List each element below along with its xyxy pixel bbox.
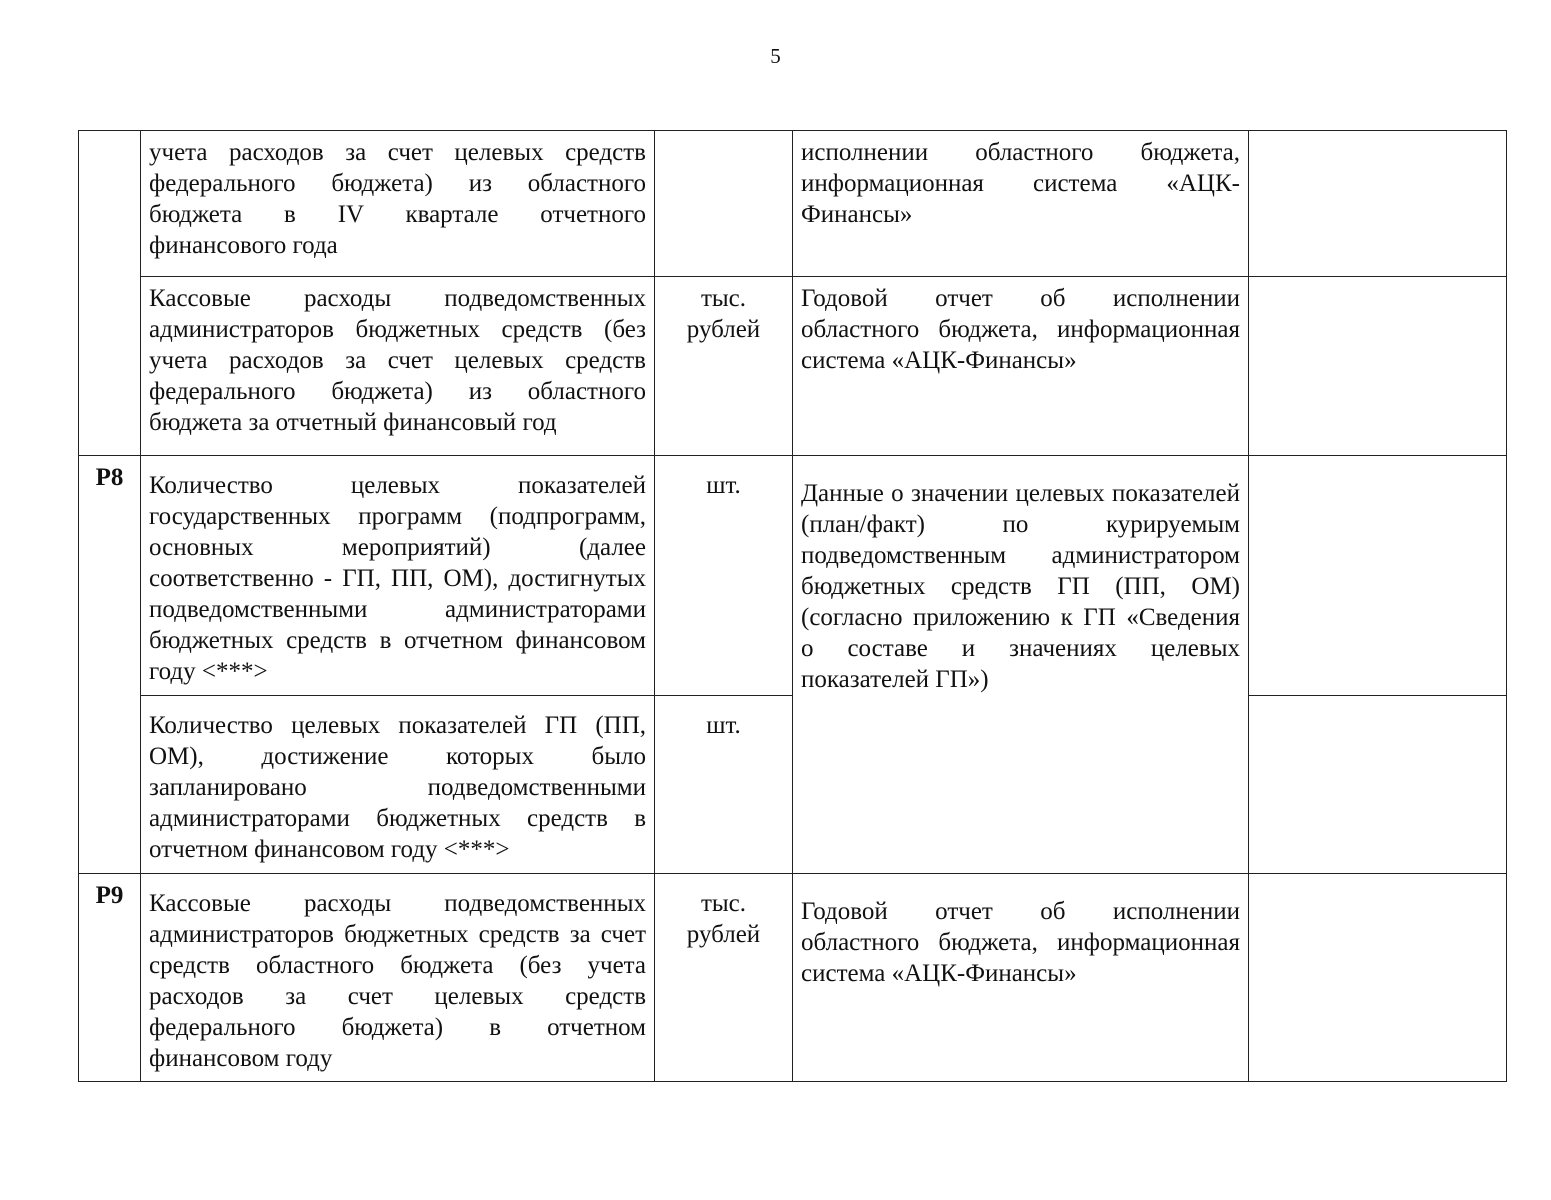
row-number-cell: P9 xyxy=(79,874,141,1082)
table-row xyxy=(79,131,1507,277)
source-cell: Годовой отчет об исполнении областного бюджета, информационная система «АЦК-Финансы» xyxy=(793,874,1249,1082)
page-number: 5 xyxy=(770,44,781,68)
source-cell: Данные о значении целевых показателей (план/факт) по курируемым подведомственным администратором бюджетных средств ГП (ПП, ОМ) (согласно приложению к ГП «Сведения о составе и значениях целевых показателей ГП») xyxy=(793,456,1249,874)
row-number-cell: P8 xyxy=(79,456,141,874)
indicator-name-cell: Количество целевых показателей государственных программ (подпрограмм, основных мероприятий) (далее соответственно - ГП, ПП, ОМ), достигнутых подведомственными администраторами бюджетных средств в отчетном финансовом году <***> xyxy=(141,456,655,696)
unit-cell: тыс. рублей xyxy=(655,874,793,1082)
table-row xyxy=(79,277,1507,456)
empty-cell xyxy=(1249,874,1507,1082)
table-row xyxy=(79,456,1507,696)
empty-cell xyxy=(1249,456,1507,696)
source-cell: исполнении областного бюджета, информационная система «АЦК-Финансы» xyxy=(793,131,1249,277)
unit-cell: тыс. рублей xyxy=(655,277,793,456)
unit-cell: шт. xyxy=(655,696,793,874)
empty-cell xyxy=(1249,696,1507,874)
indicator-name-cell: Количество целевых показателей ГП (ПП, ОМ), достижение которых было запланировано подведомственными администраторами бюджетных средств в отчетном финансовом году <***> xyxy=(141,696,655,874)
empty-cell xyxy=(1249,277,1507,456)
indicator-name-cell: учета расходов за счет целевых средств федерального бюджета) из областного бюджета в IV квартале отчетного финансового года xyxy=(141,131,655,277)
table-row xyxy=(79,874,1507,1082)
row-number-cell xyxy=(79,131,141,456)
indicators-table xyxy=(78,130,1507,1082)
unit-cell xyxy=(655,131,793,277)
source-cell: Годовой отчет об исполнении областного бюджета, информационная система «АЦК-Финансы» xyxy=(793,277,1249,456)
indicator-name-cell: Кассовые расходы подведомственных администраторов бюджетных средств (без учета расходов за счет целевых средств федерального бюджета) из областного бюджета за отчетный финансовый год xyxy=(141,277,655,456)
empty-cell xyxy=(1249,131,1507,277)
indicator-name-cell: Кассовые расходы подведомственных администраторов бюджетных средств за счет средств областного бюджета (без учета расходов за счет целевых средств федерального бюджета) в отчетном финансовом году xyxy=(141,874,655,1082)
unit-cell: шт. xyxy=(655,456,793,696)
